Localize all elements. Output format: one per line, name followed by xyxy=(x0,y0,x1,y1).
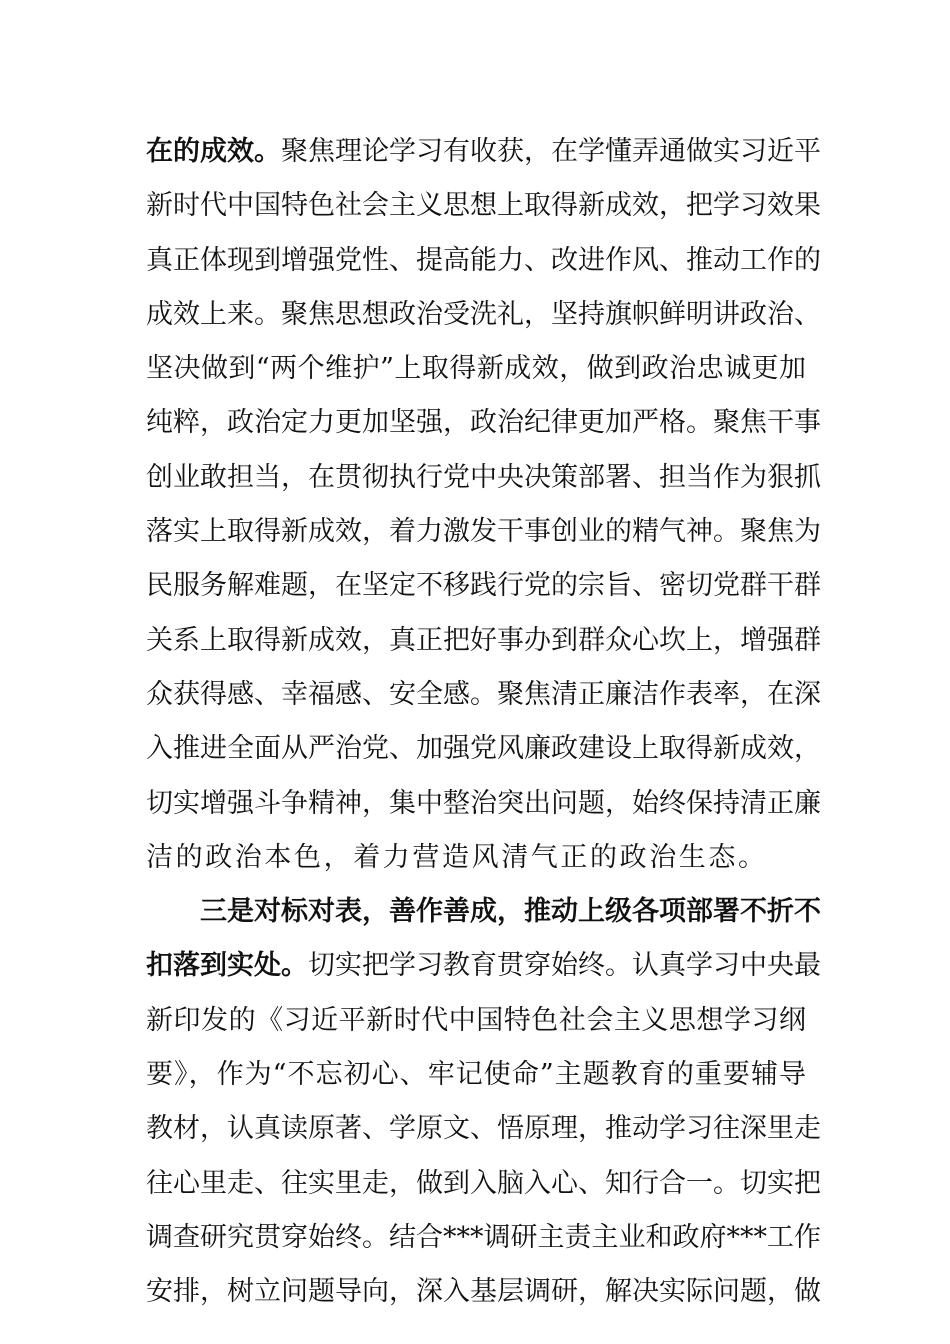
text-line-15 xyxy=(146,885,821,939)
text-line-9 xyxy=(146,559,821,613)
line-text: 要》，作为“不忘初心、牢记使命”主题教育的重要辅导 xyxy=(146,1059,806,1091)
text-line-21 xyxy=(146,1211,821,1265)
line-text: 入推进全面从严治党、加强党风廉政建设上取得新成效， xyxy=(146,733,821,765)
text-line-4 xyxy=(146,288,821,342)
text-line-18 xyxy=(146,1048,806,1102)
text-line-14 xyxy=(146,831,806,885)
text-line-19 xyxy=(146,1102,821,1156)
line-text: 往心里走、往实里走，做到入脑入心、知行合一。切实把 xyxy=(146,1167,821,1199)
line-text: 教材，认真读原著、学原文、悟原理，推动学习往深里走 xyxy=(146,1113,821,1145)
line-text: 民服务解难题，在坚定不移践行党的宗旨、密切党群干群 xyxy=(146,570,821,602)
bold-lead: 在的成效。 xyxy=(146,136,281,167)
line-text: 新印发的《习近平新时代中国特色社会主义思想学习纲 xyxy=(146,1004,806,1036)
line-text: 洁的政治本色，着力营造风清气正的政治生态。 xyxy=(146,841,768,873)
bold-heading-end: 扣落到实处。 xyxy=(146,950,308,982)
text-line-2 xyxy=(146,179,821,233)
text-line-17 xyxy=(146,994,806,1048)
line-text: 聚焦理论学习有收获，在学懂弄通做实习近平 xyxy=(281,136,821,167)
text-line-7 xyxy=(146,451,821,505)
text-line-1 xyxy=(146,125,821,179)
text-line-3 xyxy=(146,234,821,288)
text-line-8 xyxy=(146,505,821,559)
line-text: 调查研究贯穿始终。结合***调研主责主业和政府***工作 xyxy=(146,1221,821,1253)
text-line-5 xyxy=(146,342,806,396)
line-text: 关系上取得新成效，真正把好事办到群众心坎上，增强群 xyxy=(146,624,821,656)
text-line-12 xyxy=(146,722,821,776)
line-text: 落实上取得新成效，着力激发干事创业的精气神。聚焦为 xyxy=(146,516,821,548)
line-text: 切实增强斗争精神，集中整治突出问题，始终保持清正廉 xyxy=(146,787,821,819)
text-line-6 xyxy=(146,396,821,450)
line-text: 安排，树立问题导向，深入基层调研，解决实际问题，做 xyxy=(146,1276,821,1308)
text-line-10 xyxy=(146,614,821,668)
line-text: 成效上来。聚焦思想政治受洗礼，坚持旗帜鲜明讲政治、 xyxy=(146,298,821,330)
line-text: 切实把学习教育贯穿始终。认真学习中央最 xyxy=(308,950,821,982)
body-text xyxy=(146,125,821,1320)
bold-heading: 三是对标对表，善作善成，推动上级各项部署不折不 xyxy=(200,896,821,928)
line-text: 坚决做到“两个维护”上取得新成效，做到政治忠诚更加 xyxy=(146,353,806,385)
line-text: 众获得感、幸福感、安全感。聚焦清正廉洁作表率，在深 xyxy=(146,678,821,710)
text-line-16 xyxy=(146,939,821,993)
text-line-13 xyxy=(146,777,821,831)
text-line-22 xyxy=(146,1265,821,1319)
text-line-11 xyxy=(146,668,821,722)
line-text: 新时代中国特色社会主义思想上取得新成效，把学习效果 xyxy=(146,190,821,222)
line-text: 创业敢担当，在贯彻执行党中央决策部署、担当作为狠抓 xyxy=(146,461,821,493)
text-line-20 xyxy=(146,1157,821,1211)
line-text: 纯粹，政治定力更加坚强，政治纪律更加严格。聚焦干事 xyxy=(146,407,821,439)
line-text: 真正体现到增强党性、提高能力、改进作风、推动工作的 xyxy=(146,244,821,276)
